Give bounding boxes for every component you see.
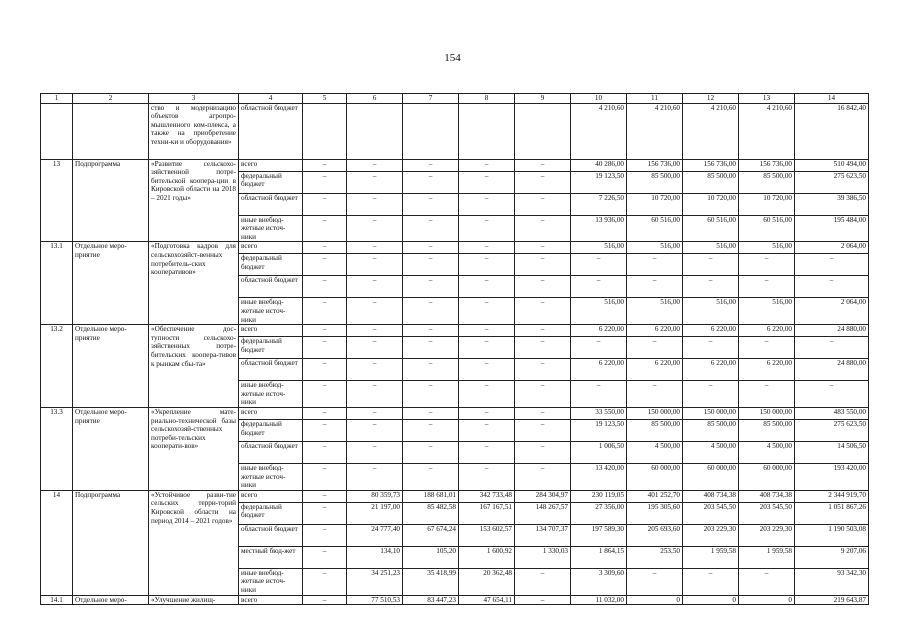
value-cell-14: – — [795, 254, 869, 276]
value-cell-8: – — [459, 276, 515, 298]
value-cell-5: – — [303, 325, 347, 337]
value-cell-14: 275 623,50 — [795, 419, 869, 441]
value-cell-8: – — [459, 242, 515, 254]
value-cell-9: 1 330,03 — [515, 546, 571, 568]
value-cell-5: – — [303, 490, 347, 502]
value-cell-7: 67 674,24 — [403, 524, 459, 546]
value-cell-13: 4 210,60 — [739, 103, 795, 159]
value-cell-13: 0 — [739, 595, 795, 605]
value-cell-14: 2 064,00 — [795, 242, 869, 254]
table-row — [41, 407, 869, 419]
value-cell-8: – — [459, 254, 515, 276]
value-cell-9: – — [515, 242, 571, 254]
value-cell-5: – — [303, 502, 347, 524]
column-number-9: 9 — [515, 94, 571, 104]
value-cell-9: – — [515, 381, 571, 408]
value-cell-14: – — [795, 276, 869, 298]
value-cell-11: 4 210,60 — [627, 103, 683, 159]
value-cell-12: – — [683, 381, 739, 408]
value-cell-10: 230 119,05 — [571, 490, 627, 502]
value-cell-10: 27 356,00 — [571, 502, 627, 524]
value-cell-13: 516,00 — [739, 242, 795, 254]
value-cell-12: 203 545,50 — [683, 502, 739, 524]
value-cell-12: – — [683, 568, 739, 595]
table-row — [41, 490, 869, 502]
value-cell-14: 24 880,00 — [795, 325, 869, 337]
value-cell-10: 3 309,60 — [571, 568, 627, 595]
value-cell-10: – — [571, 381, 627, 408]
value-cell-10: 6 220,00 — [571, 359, 627, 381]
value-cell-7 — [403, 103, 459, 159]
funding-source-cell: иные внебюд-жетные источ-ники — [239, 381, 303, 408]
value-cell-12: 85 500,00 — [683, 171, 739, 193]
value-cell-14: – — [795, 381, 869, 408]
value-cell-12: 4 500,00 — [683, 441, 739, 463]
value-cell-7: 85 482,58 — [403, 502, 459, 524]
funding-source-cell: иные внебюд-жетные источ-ники — [239, 568, 303, 595]
budget-table — [40, 93, 869, 605]
value-cell-14: 93 342,30 — [795, 568, 869, 595]
item-number-cell: 14.1 — [41, 595, 73, 605]
page-number: 154 — [444, 52, 461, 64]
value-cell-14: 483 550,00 — [795, 407, 869, 419]
value-cell-13: 4 500,00 — [739, 441, 795, 463]
funding-source-cell: федеральный бюджет — [239, 419, 303, 441]
value-cell-9: – — [515, 254, 571, 276]
item-name-cell: «Устойчивое разви-тие сельских терри-торий Кировской области на период 2014 – 2021 годов» — [149, 490, 239, 595]
value-cell-14: 2 344 919,70 — [795, 490, 869, 502]
value-cell-13: 60 516,00 — [739, 215, 795, 242]
funding-source-cell: иные внебюд-жетные источ-ники — [239, 298, 303, 325]
value-cell-10: 7 226,50 — [571, 193, 627, 215]
value-cell-10: 197 589,30 — [571, 524, 627, 546]
value-cell-5: – — [303, 419, 347, 441]
value-cell-9: – — [515, 325, 571, 337]
value-cell-13: 156 736,00 — [739, 159, 795, 171]
item-type-cell: Отдельное меро-приятие — [73, 407, 149, 490]
column-number-10: 10 — [571, 94, 627, 104]
value-cell-11: – — [627, 337, 683, 359]
value-cell-8: – — [459, 215, 515, 242]
value-cell-7: – — [403, 325, 459, 337]
value-cell-8: – — [459, 171, 515, 193]
item-name-cell: «Развитие сельскохо-зяйственной потре-бительской коопера-ции в Кировской области на 2018 – 2021 годы» — [149, 159, 239, 242]
value-cell-8: – — [459, 407, 515, 419]
funding-source-cell: иные внебюд-жетные источ-ники — [239, 463, 303, 490]
value-cell-13: 408 734,38 — [739, 490, 795, 502]
value-cell-7: – — [403, 193, 459, 215]
item-name-cell: «Подготовка кадров для сельскохозяйст-венных потребитель-ских кооперативов» — [149, 242, 239, 325]
value-cell-5: – — [303, 546, 347, 568]
value-cell-13: – — [739, 381, 795, 408]
value-cell-12: 408 734,38 — [683, 490, 739, 502]
value-cell-7: – — [403, 463, 459, 490]
value-cell-7: 83 447,23 — [403, 595, 459, 605]
value-cell-7: – — [403, 441, 459, 463]
funding-source-cell: федеральный бюджет — [239, 171, 303, 193]
value-cell-11: – — [627, 568, 683, 595]
value-cell-11: 85 500,00 — [627, 419, 683, 441]
value-cell-12: 4 210,60 — [683, 103, 739, 159]
column-number-6: 6 — [347, 94, 403, 104]
value-cell-9: – — [515, 215, 571, 242]
value-cell-5: – — [303, 276, 347, 298]
funding-source-cell: всего — [239, 490, 303, 502]
value-cell-6: – — [347, 441, 403, 463]
value-cell-10: 40 286,00 — [571, 159, 627, 171]
value-cell-7: – — [403, 381, 459, 408]
value-cell-6: – — [347, 298, 403, 325]
value-cell-12: 516,00 — [683, 298, 739, 325]
value-cell-9: – — [515, 463, 571, 490]
column-number-row — [41, 94, 869, 104]
value-cell-14: 1 190 503,08 — [795, 524, 869, 546]
value-cell-5: – — [303, 463, 347, 490]
table-row — [41, 595, 869, 605]
value-cell-7: – — [403, 407, 459, 419]
table-row — [41, 103, 869, 159]
value-cell-5: – — [303, 337, 347, 359]
value-cell-9: – — [515, 441, 571, 463]
value-cell-6: – — [347, 254, 403, 276]
funding-source-cell: местный бюд-жет — [239, 546, 303, 568]
funding-source-cell: всего — [239, 242, 303, 254]
value-cell-5: – — [303, 215, 347, 242]
value-cell-14: 219 643,87 — [795, 595, 869, 605]
value-cell-13: – — [739, 568, 795, 595]
value-cell-14: 2 064,00 — [795, 298, 869, 325]
value-cell-9: – — [515, 568, 571, 595]
item-name-cell: ство и модернизацию объектов агропро-мышленного ком-плекса, а также на приобретение техни-ки и оборудования» — [149, 103, 239, 159]
value-cell-7: – — [403, 419, 459, 441]
funding-source-cell: всего — [239, 159, 303, 171]
value-cell-9: 134 707,37 — [515, 524, 571, 546]
value-cell-11: – — [627, 276, 683, 298]
value-cell-13: 516,00 — [739, 298, 795, 325]
item-type-cell: Отдельное меро-приятие — [73, 242, 149, 325]
value-cell-6: – — [347, 242, 403, 254]
value-cell-10: 19 123,50 — [571, 171, 627, 193]
item-number-cell: 14 — [41, 490, 73, 595]
value-cell-6: 34 251,23 — [347, 568, 403, 595]
value-cell-6: – — [347, 419, 403, 441]
value-cell-12: 203 229,30 — [683, 524, 739, 546]
value-cell-8: 167 167,51 — [459, 502, 515, 524]
value-cell-10: 13 420,00 — [571, 463, 627, 490]
value-cell-13: – — [739, 276, 795, 298]
value-cell-6: – — [347, 193, 403, 215]
value-cell-13: 203 545,50 — [739, 502, 795, 524]
column-number-8: 8 — [459, 94, 515, 104]
value-cell-6: – — [347, 463, 403, 490]
value-cell-5: – — [303, 568, 347, 595]
value-cell-6: – — [347, 381, 403, 408]
item-type-cell: Подпрограмма — [73, 490, 149, 595]
value-cell-12: 516,00 — [683, 242, 739, 254]
value-cell-7: – — [403, 171, 459, 193]
value-cell-13: – — [739, 337, 795, 359]
value-cell-5: – — [303, 381, 347, 408]
value-cell-10: 6 220,00 — [571, 325, 627, 337]
value-cell-10: 516,00 — [571, 298, 627, 325]
value-cell-5: – — [303, 407, 347, 419]
value-cell-8: – — [459, 419, 515, 441]
value-cell-13: 150 000,00 — [739, 407, 795, 419]
value-cell-14: 1 051 867,26 — [795, 502, 869, 524]
item-type-cell — [73, 103, 149, 159]
value-cell-11: 60 516,00 — [627, 215, 683, 242]
value-cell-11: 0 — [627, 595, 683, 605]
funding-source-cell: федеральный бюджет — [239, 254, 303, 276]
value-cell-10: 516,00 — [571, 242, 627, 254]
value-cell-9: – — [515, 595, 571, 605]
table-body — [41, 94, 869, 605]
value-cell-5: – — [303, 595, 347, 605]
value-cell-8: – — [459, 441, 515, 463]
column-number-13: 13 — [739, 94, 795, 104]
item-number-cell: 13.2 — [41, 325, 73, 408]
value-cell-8 — [459, 103, 515, 159]
value-cell-13: 6 220,00 — [739, 359, 795, 381]
value-cell-6: – — [347, 337, 403, 359]
value-cell-8: – — [459, 298, 515, 325]
value-cell-14: 14 506,50 — [795, 441, 869, 463]
funding-source-cell: областной бюджет — [239, 276, 303, 298]
value-cell-11: 60 000,00 — [627, 463, 683, 490]
value-cell-7: – — [403, 337, 459, 359]
value-cell-13: 10 720,00 — [739, 193, 795, 215]
value-cell-12: 85 500,00 — [683, 419, 739, 441]
table-row — [41, 325, 869, 337]
item-number-cell: 13.1 — [41, 242, 73, 325]
value-cell-9: – — [515, 337, 571, 359]
value-cell-9: – — [515, 359, 571, 381]
value-cell-11: 205 693,60 — [627, 524, 683, 546]
value-cell-14: 193 420,00 — [795, 463, 869, 490]
value-cell-9: – — [515, 171, 571, 193]
value-cell-5: – — [303, 524, 347, 546]
value-cell-10: 4 210,60 — [571, 103, 627, 159]
value-cell-9: 284 304,97 — [515, 490, 571, 502]
value-cell-11: 10 720,00 — [627, 193, 683, 215]
value-cell-11: 195 305,60 — [627, 502, 683, 524]
item-number-cell: 13.3 — [41, 407, 73, 490]
funding-source-cell: областной бюджет — [239, 359, 303, 381]
funding-source-cell: областной бюджет — [239, 193, 303, 215]
value-cell-5: – — [303, 193, 347, 215]
value-cell-11: 156 736,00 — [627, 159, 683, 171]
value-cell-10: 11 032,00 — [571, 595, 627, 605]
value-cell-11: 401 252,70 — [627, 490, 683, 502]
column-number-14: 14 — [795, 94, 869, 104]
funding-source-cell: областной бюджет — [239, 441, 303, 463]
value-cell-5: – — [303, 254, 347, 276]
funding-source-cell: всего — [239, 595, 303, 605]
value-cell-8: – — [459, 325, 515, 337]
table-row — [41, 159, 869, 171]
value-cell-12: 0 — [683, 595, 739, 605]
funding-source-cell: областной бюджет — [239, 524, 303, 546]
item-type-cell: Отдельное меро- — [73, 595, 149, 605]
value-cell-8: – — [459, 337, 515, 359]
value-cell-5: – — [303, 359, 347, 381]
item-name-cell: «Обеспечение дос-тупности сельскохо-зяйственных потре-бительских коопера-тивов к рынкам сбы-та» — [149, 325, 239, 408]
value-cell-13: 60 000,00 — [739, 463, 795, 490]
value-cell-12: – — [683, 254, 739, 276]
value-cell-11: 85 500,00 — [627, 171, 683, 193]
value-cell-14: 24 880,00 — [795, 359, 869, 381]
column-number-2: 2 — [73, 94, 149, 104]
value-cell-9: 148 267,57 — [515, 502, 571, 524]
column-number-5: 5 — [303, 94, 347, 104]
value-cell-11: – — [627, 381, 683, 408]
funding-source-cell: областной бюджет — [239, 103, 303, 159]
value-cell-12: 150 000,00 — [683, 407, 739, 419]
value-cell-6: – — [347, 171, 403, 193]
value-cell-6: 24 777,40 — [347, 524, 403, 546]
value-cell-6: 77 510,53 — [347, 595, 403, 605]
value-cell-11: 4 500,00 — [627, 441, 683, 463]
value-cell-13: – — [739, 254, 795, 276]
funding-source-cell: федеральный бюджет — [239, 337, 303, 359]
value-cell-6: – — [347, 359, 403, 381]
funding-source-cell: всего — [239, 407, 303, 419]
value-cell-10: 19 123,50 — [571, 419, 627, 441]
value-cell-12: 6 220,00 — [683, 325, 739, 337]
value-cell-7: – — [403, 298, 459, 325]
value-cell-11: – — [627, 254, 683, 276]
value-cell-14: – — [795, 337, 869, 359]
value-cell-11: 6 220,00 — [627, 325, 683, 337]
funding-source-cell: федеральный бюджет — [239, 502, 303, 524]
value-cell-7: – — [403, 242, 459, 254]
item-number-cell — [41, 103, 73, 159]
value-cell-12: 156 736,00 — [683, 159, 739, 171]
value-cell-14: 16 842,40 — [795, 103, 869, 159]
value-cell-12: 1 959,58 — [683, 546, 739, 568]
value-cell-6: – — [347, 407, 403, 419]
value-cell-6: 21 197,00 — [347, 502, 403, 524]
value-cell-6: – — [347, 325, 403, 337]
column-number-7: 7 — [403, 94, 459, 104]
value-cell-8: 1 600,92 — [459, 546, 515, 568]
value-cell-7: 188 681,01 — [403, 490, 459, 502]
value-cell-11: 516,00 — [627, 242, 683, 254]
value-cell-8: 342 733,48 — [459, 490, 515, 502]
value-cell-7: – — [403, 215, 459, 242]
column-number-4: 4 — [239, 94, 303, 104]
value-cell-6: – — [347, 276, 403, 298]
value-cell-12: 60 000,00 — [683, 463, 739, 490]
item-type-cell: Подпрограмма — [73, 159, 149, 242]
value-cell-9: – — [515, 407, 571, 419]
value-cell-9 — [515, 103, 571, 159]
value-cell-5: – — [303, 159, 347, 171]
value-cell-10: – — [571, 254, 627, 276]
value-cell-13: 6 220,00 — [739, 325, 795, 337]
value-cell-8: – — [459, 381, 515, 408]
item-name-cell: «Улучшение жилищ- — [149, 595, 239, 605]
value-cell-6: – — [347, 159, 403, 171]
item-name-cell: «Укрепление мате-риально-технической базы сельскохозяй-ственных потреби-тельских кооперати-вов» — [149, 407, 239, 490]
value-cell-14: 510 494,00 — [795, 159, 869, 171]
value-cell-9: – — [515, 276, 571, 298]
value-cell-6: – — [347, 215, 403, 242]
column-number-11: 11 — [627, 94, 683, 104]
column-number-3: 3 — [149, 94, 239, 104]
value-cell-8: – — [459, 359, 515, 381]
value-cell-9: – — [515, 159, 571, 171]
value-cell-8: – — [459, 463, 515, 490]
value-cell-12: 10 720,00 — [683, 193, 739, 215]
value-cell-14: 39 386,50 — [795, 193, 869, 215]
value-cell-5: – — [303, 298, 347, 325]
value-cell-13: 203 229,30 — [739, 524, 795, 546]
value-cell-8: 47 654,11 — [459, 595, 515, 605]
value-cell-7: – — [403, 159, 459, 171]
value-cell-5: – — [303, 171, 347, 193]
value-cell-8: 20 362,48 — [459, 568, 515, 595]
value-cell-8: – — [459, 159, 515, 171]
value-cell-7: – — [403, 254, 459, 276]
value-cell-10: 1 006,50 — [571, 441, 627, 463]
value-cell-9: – — [515, 298, 571, 325]
value-cell-7: – — [403, 276, 459, 298]
value-cell-12: – — [683, 337, 739, 359]
value-cell-12: 60 516,00 — [683, 215, 739, 242]
value-cell-14: 195 484,00 — [795, 215, 869, 242]
column-number-12: 12 — [683, 94, 739, 104]
value-cell-11: 150 000,00 — [627, 407, 683, 419]
value-cell-5: – — [303, 441, 347, 463]
value-cell-10: – — [571, 337, 627, 359]
funding-source-cell: всего — [239, 325, 303, 337]
value-cell-7: – — [403, 359, 459, 381]
value-cell-7: 35 418,99 — [403, 568, 459, 595]
value-cell-13: 1 959,58 — [739, 546, 795, 568]
value-cell-10: – — [571, 276, 627, 298]
value-cell-7: 105,20 — [403, 546, 459, 568]
value-cell-14: 275 623,50 — [795, 171, 869, 193]
value-cell-6: 134,10 — [347, 546, 403, 568]
value-cell-12: – — [683, 276, 739, 298]
value-cell-13: 85 500,00 — [739, 419, 795, 441]
value-cell-9: – — [515, 419, 571, 441]
value-cell-11: 516,00 — [627, 298, 683, 325]
value-cell-10: 33 550,00 — [571, 407, 627, 419]
value-cell-11: 253,50 — [627, 546, 683, 568]
value-cell-10: 1 864,15 — [571, 546, 627, 568]
value-cell-8: 153 602,57 — [459, 524, 515, 546]
value-cell-6: 80 359,73 — [347, 490, 403, 502]
value-cell-8: – — [459, 193, 515, 215]
value-cell-5 — [303, 103, 347, 159]
column-number-1: 1 — [41, 94, 73, 104]
value-cell-10: 13 936,00 — [571, 215, 627, 242]
value-cell-14: 9 207,06 — [795, 546, 869, 568]
item-number-cell: 13 — [41, 159, 73, 242]
value-cell-11: 6 220,00 — [627, 359, 683, 381]
value-cell-5: – — [303, 242, 347, 254]
table-row — [41, 242, 869, 254]
funding-source-cell: иные внебюд-жетные источ-ники — [239, 215, 303, 242]
value-cell-6 — [347, 103, 403, 159]
item-type-cell: Отдельное меро-приятие — [73, 325, 149, 408]
value-cell-9: – — [515, 193, 571, 215]
value-cell-12: 6 220,00 — [683, 359, 739, 381]
value-cell-13: 85 500,00 — [739, 171, 795, 193]
